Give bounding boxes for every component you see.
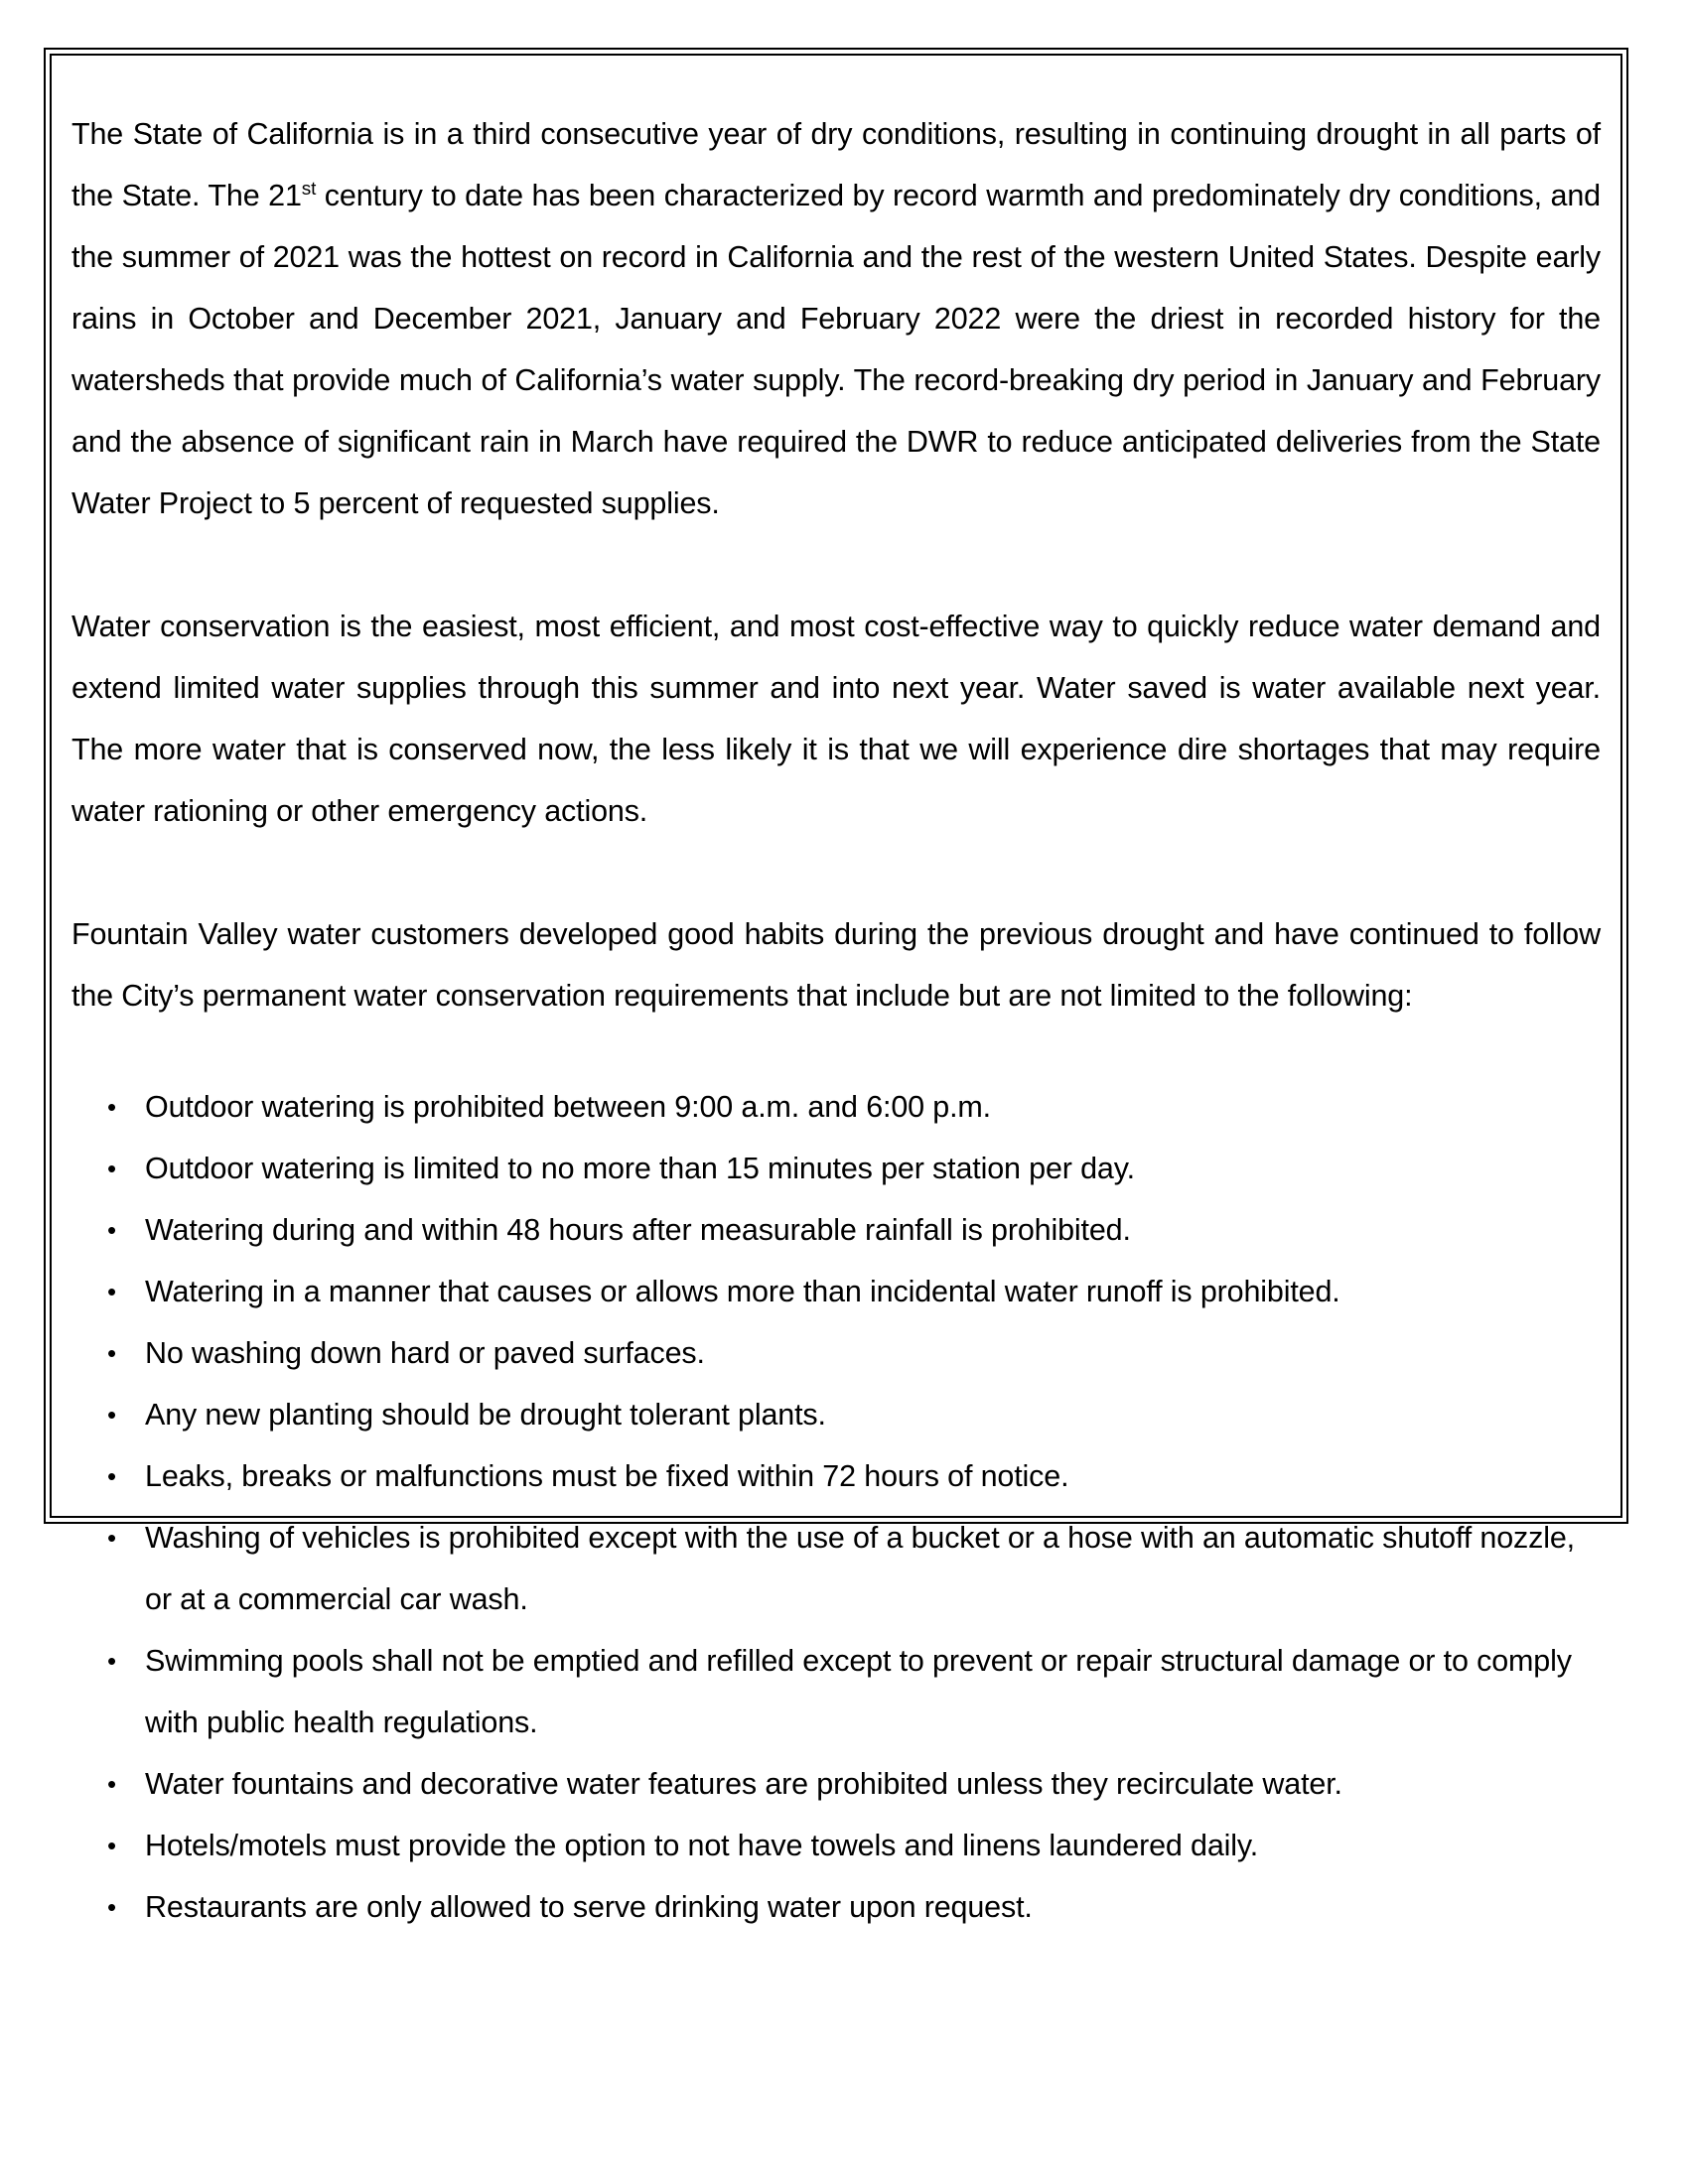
paragraph-spacer xyxy=(71,842,1601,903)
bullet-icon: • xyxy=(107,1338,116,1368)
paragraph-spacer xyxy=(71,534,1601,596)
list-item-label: Restaurants are only allowed to serve drinking water upon request. xyxy=(145,1890,1033,1924)
list-item-label: Water fountains and decorative water features are prohibited unless they recirculate water. xyxy=(145,1767,1342,1801)
list-spacer xyxy=(71,1026,1601,1076)
list-item xyxy=(71,1815,1601,1876)
list-item xyxy=(71,1199,1601,1261)
list-item xyxy=(71,1445,1601,1507)
bullet-icon: • xyxy=(107,1461,116,1491)
paragraph-drought-conditions xyxy=(71,103,1601,534)
bullet-icon: • xyxy=(107,1769,116,1799)
list-item xyxy=(71,1138,1601,1199)
list-item-label: Watering during and within 48 hours after measurable rainfall is prohibited. xyxy=(145,1213,1131,1247)
conservation-rules-list xyxy=(71,1076,1601,1938)
ordinal-superscript: st xyxy=(301,178,317,200)
list-item-label: Leaks, breaks or malfunctions must be fixed within 72 hours of notice. xyxy=(145,1459,1069,1493)
document-body xyxy=(71,103,1601,1938)
bullet-icon: • xyxy=(107,1215,116,1245)
bullet-icon: • xyxy=(107,1892,116,1922)
list-item xyxy=(71,1261,1601,1322)
paragraph-fountain-valley-intro: Fountain Valley water customers developed good habits during the previous drought and have continued to follow the City’s permanent water conservation requirements that include but are not limited to the following: xyxy=(71,917,1601,1013)
list-item-label: Outdoor watering is prohibited between 9:00 a.m. and 6:00 p.m. xyxy=(145,1090,991,1124)
paragraph-text-part-1: The State of California is in a third consecutive year of dry conditions, resulting in continuing drought in all parts of the State. The 21 xyxy=(71,117,1601,212)
list-item-label: Hotels/motels must provide the option to not have towels and linens laundered daily. xyxy=(145,1829,1259,1862)
list-item-label: Any new planting should be drought tolerant plants. xyxy=(145,1398,826,1432)
paragraph-text-part-2: century to date has been characterized by record warmth and predominately dry conditions, and the summer of 2021 was the hottest on record in California and the rest of the western United States. Despite early rains in October and December 2021, January and February 2022 were the driest in recorded history for the watersheds that provide much of California’s water supply. The record-breaking dry period in January and February and the absence of significant rain in March have required the DWR to reduce anticipated deliveries from the State Water Project to 5 percent of requested supplies. xyxy=(71,179,1601,520)
bullet-icon: • xyxy=(107,1400,116,1430)
list-item xyxy=(71,1322,1601,1384)
list-item-label: Watering in a manner that causes or allows more than incidental water runoff is prohibited. xyxy=(145,1275,1340,1308)
list-item xyxy=(71,1630,1601,1753)
list-item-label: No washing down hard or paved surfaces. xyxy=(145,1336,705,1370)
list-item xyxy=(71,1384,1601,1445)
list-item xyxy=(71,1753,1601,1815)
list-item xyxy=(71,1876,1601,1938)
list-item xyxy=(71,1507,1601,1630)
bullet-icon: • xyxy=(107,1277,116,1306)
list-item-label: Swimming pools shall not be emptied and refilled except to prevent or repair structural damage or to comply with public health regulations. xyxy=(145,1644,1572,1739)
bullet-icon: • xyxy=(107,1523,116,1553)
list-item-label: Washing of vehicles is prohibited except with the use of a bucket or a hose with an automatic shutoff nozzle, or at a commercial car wash. xyxy=(145,1521,1575,1616)
bullet-icon: • xyxy=(107,1154,116,1183)
paragraph-water-conservation: Water conservation is the easiest, most efficient, and most cost-effective way to quickly reduce water demand and extend limited water supplies through this summer and into next year. Water saved is water available next year. The more water that is conserved now, the less likely it is that we will experience dire shortages that may require water rationing or other emergency actions. xyxy=(71,610,1601,828)
list-item xyxy=(71,1076,1601,1138)
bullet-icon: • xyxy=(107,1831,116,1860)
bullet-icon: • xyxy=(107,1092,116,1122)
list-item-label: Outdoor watering is limited to no more than 15 minutes per station per day. xyxy=(145,1152,1135,1185)
bullet-icon: • xyxy=(107,1646,116,1676)
